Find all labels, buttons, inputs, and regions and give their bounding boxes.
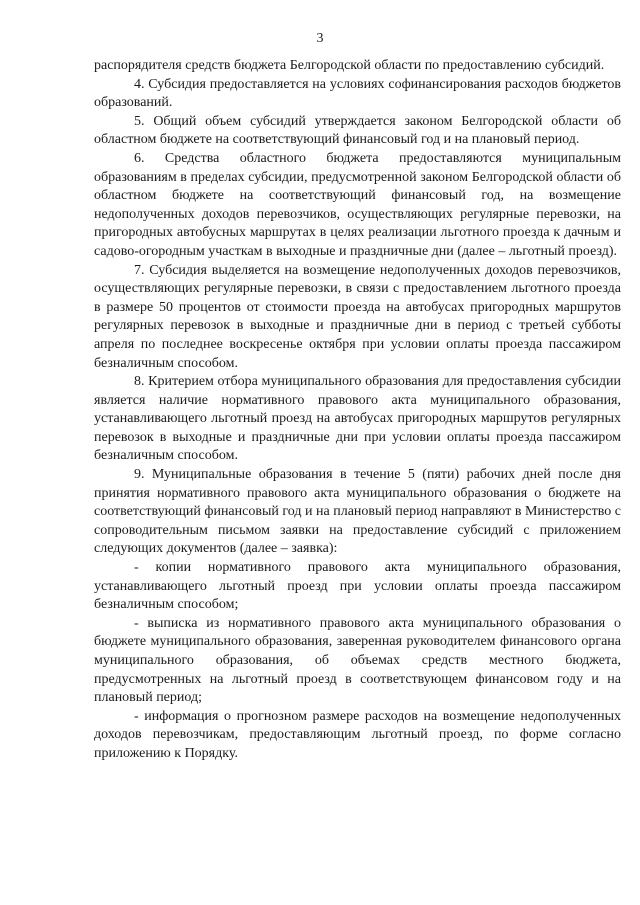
document-body [94,57,621,764]
paragraph-continuation: распорядителя средств бюджета Белгородской области по предоставлению субсидий. [94,58,605,73]
paragraph-4: 4. Субсидия предоставляется на условиях софинансирования расходов бюджетов образований. [94,76,621,111]
paragraph-9: 9. Муниципальные образования в течение 5 (пяти) рабочих дней после дня принятия нормативного правового акта муниципального образования о бюджете на соответствующий финансовый год и на плановый период направляют в Министерство с сопроводительным письмом заявки на предоставление субсидий с приложением следующих документов (далее – заявка): [94,467,621,557]
paragraph-5: 5. Общий объем субсидий утверждается законом Белгородской области об областном бюджете на соответствующий финансовый год и на плановый период. [94,113,621,148]
paragraph-6: 6. Средства областного бюджета предоставляются муниципальным образованиям в пределах субсидии, предусмотренной законом Белгородской области об областном бюджете на соответствующий финансовый год, на возмещение недополученных доходов перевозчиков, осуществляющих регулярные перевозки, на пригородных автобусных маршрутах в целях реализации льготного проезда к дачным и садово-огородным участкам в выходные и праздничные дни (далее – льготный проезд). [94,150,621,259]
paragraph-7: 7. Субсидия выделяется на возмещение недополученных доходов перевозчиков, осуществляющих регулярные перевозки, в связи с предоставлением льготного проезда в размере 50 процентов от стоимости проезда на автобусах пригородных маршрутов регулярных перевозок в выходные и праздничные дни в период с третьей субботы апреля по последнее воскресенье октября при условии оплаты проезда пассажиром безналичным способом. [94,262,621,371]
list-item-copies: - копии нормативного правового акта муниципального образования, устанавливающего льготный проезд при условии оплаты проезда пассажиром безналичным способом; [94,560,621,613]
paragraph-8: 8. Критерием отбора муниципального образования для предоставления субсидии является наличие нормативного правового акта муниципального образования, устанавливающего льготный проезд на автобусах пригородных маршрутов регулярных перевозок в выходные и праздничные дни при условии оплаты проезда пассажиром безналичным способом. [94,374,621,464]
page-number: 3 [316,31,324,46]
list-item-forecast: - информация о прогнозном размере расходов на возмещение недополученных доходов перевозчикам, предоставляющим льготный проезд, по форме согласно приложению к Порядку. [94,708,621,761]
list-item-extract: - выписка из нормативного правового акта муниципального образования о бюджете муниципального образования, заверенная руководителем финансового органа муниципального образования, об объемах средств местного бюджета, предусмотренных на льготный проезд в соответствующем финансовом году и на плановый период; [94,615,621,706]
